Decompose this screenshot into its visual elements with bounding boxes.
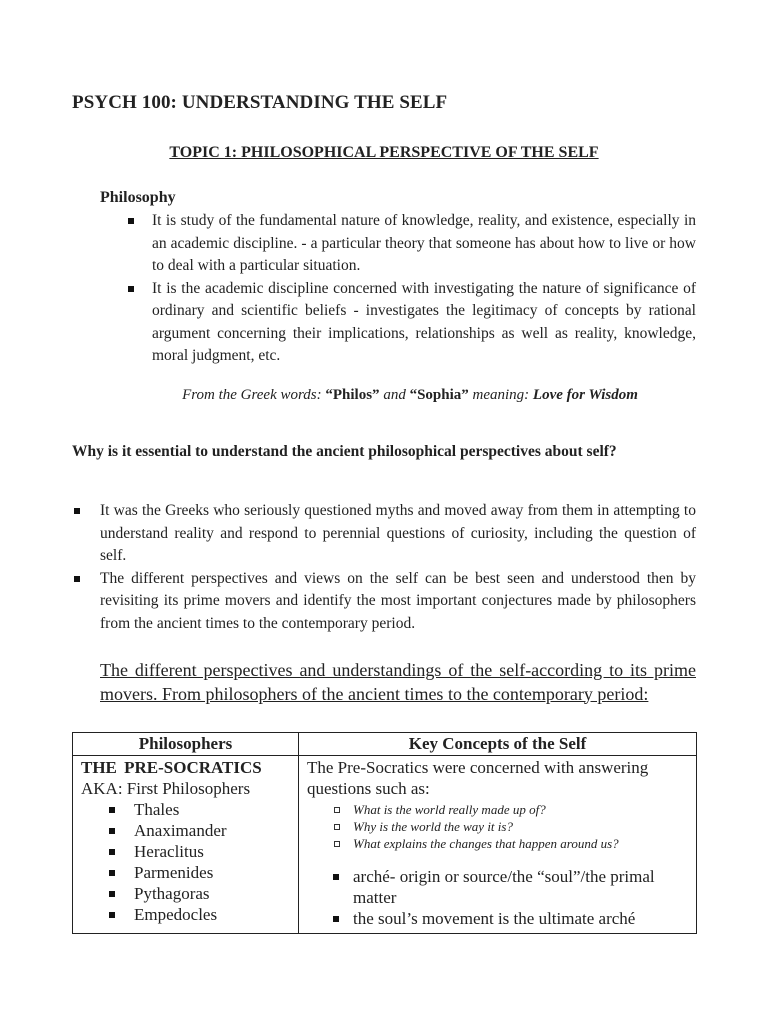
greek-word-sophia: “Sophia”: [409, 387, 469, 403]
concept-text: arché- origin or source/the “soul”/the primal matter: [353, 867, 655, 907]
group-title: THE PRE-SOCRATICS: [81, 758, 262, 777]
square-bullet-icon: [74, 508, 80, 514]
table-header-row: [73, 733, 697, 756]
square-bullet-icon: [74, 576, 80, 582]
square-bullet-icon: [333, 874, 339, 880]
question-text: What is the world really made up of?: [353, 802, 546, 817]
greek-word-philos: “Philos”: [325, 387, 380, 403]
why-answer-text: It was the Greeks who seriously questioned myths and moved away from them in attempting to understand reality and respond to perennial questions of curiosity, including the question of self.: [100, 502, 696, 564]
greek-lead: From the Greek words:: [182, 387, 326, 403]
greek-meaning: Love for Wisdom: [532, 387, 638, 403]
square-bullet-icon: [109, 807, 115, 813]
question-list: [307, 801, 688, 852]
list-item: [72, 500, 696, 568]
philosophy-definition-text: It is study of the fundamental nature of knowledge, reality, and existence, especially in an academic discipline. - a particular theory that someone has about how to live or how to deal with a particular situation.: [152, 212, 696, 274]
square-bullet-icon: [109, 912, 115, 918]
square-bullet-icon: [128, 286, 134, 292]
list-item: [81, 841, 290, 862]
why-question: Why is it essential to understand the ancient philosophical perspectives about self?: [72, 443, 617, 460]
philosopher-name: Anaximander: [134, 821, 227, 840]
philosophers-table: [72, 732, 697, 934]
topic-prefix: TOPIC 1:: [169, 144, 242, 161]
philosopher-name: Empedocles: [134, 905, 218, 924]
concept-intro: The Pre-Socratics were concerned with answering questions such as:: [307, 758, 649, 798]
philosopher-name: Parmenides: [134, 863, 214, 882]
philosopher-name: Pythagoras: [134, 884, 210, 903]
list-item: [307, 835, 688, 852]
question-text: What explains the changes that happen around us?: [353, 836, 619, 851]
hollow-square-bullet-icon: [334, 807, 340, 813]
square-bullet-icon: [128, 218, 134, 224]
list-item: [81, 904, 290, 925]
course-title: PSYCH 100: UNDERSTANDING THE SELF: [72, 92, 448, 113]
philosopher-name: Thales: [134, 800, 180, 819]
list-item: [81, 820, 290, 841]
list-item: [81, 883, 290, 904]
philosophy-heading: Philosophy: [100, 189, 176, 206]
philosopher-list: [81, 799, 290, 925]
greek-and: and: [379, 387, 410, 403]
square-bullet-icon: [109, 828, 115, 834]
group-aka: AKA: First Philosophers: [81, 779, 251, 798]
concept-text: the soul’s movement is the ultimate arché: [353, 909, 636, 928]
list-item: [307, 866, 688, 908]
philosophy-definition-text: It is the academic discipline concerned with investigating the nature of significance of ordinary and scientific beliefs - investigates the legitimacy of concepts by rational argument concerning their implications, relationships as well as reality, knowledge, moral judgment, etc.: [152, 279, 696, 364]
list-item: [307, 801, 688, 818]
list-item: [81, 799, 290, 820]
table-row: [73, 756, 697, 934]
philosophers-cell: [73, 756, 299, 934]
hollow-square-bullet-icon: [334, 824, 340, 830]
topic-heading: [0, 144, 768, 162]
square-bullet-icon: [109, 849, 115, 855]
why-answer-text: The different perspectives and views on the self can be best seen and understood then by revisiting its prime movers and identify the most important conjectures made by philosophers from the ancient times to the contemporary period.: [100, 569, 696, 632]
list-item: [72, 568, 696, 636]
square-bullet-icon: [109, 891, 115, 897]
hollow-square-bullet-icon: [334, 841, 340, 847]
column-header-key-concepts: Key Concepts of the Self: [299, 733, 697, 756]
topic-title: PHILOSOPHICAL PERSPECTIVE OF THE SELF: [241, 144, 599, 161]
list-item: [307, 818, 688, 835]
question-text: Why is the world the way it is?: [353, 819, 513, 834]
square-bullet-icon: [109, 870, 115, 876]
greek-meaning-label: meaning:: [468, 387, 533, 403]
column-header-philosophers: Philosophers: [73, 733, 299, 756]
concept-list: [307, 866, 688, 929]
list-item: [100, 210, 696, 278]
greek-origin-line: [0, 387, 768, 404]
philosophy-definitions: [100, 210, 696, 368]
list-item: [307, 908, 688, 929]
why-answers: [72, 500, 696, 635]
square-bullet-icon: [333, 916, 339, 922]
philosopher-name: Heraclitus: [134, 842, 204, 861]
list-item: [81, 862, 290, 883]
list-item: [100, 278, 696, 368]
table-intro: The different perspectives and understandings of the self-according to its prime movers. From philosophers of the ancient times to the contemporary period:: [100, 660, 696, 704]
concepts-cell: [299, 756, 697, 934]
